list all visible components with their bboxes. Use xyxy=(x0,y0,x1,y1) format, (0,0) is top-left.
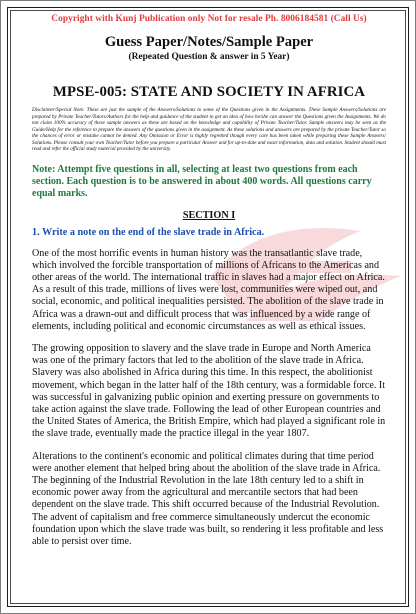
disclaimer-text: Disclaimer/Special Note: These are just the sample of the Answers/Solutions to some of the Questions given in the Assignments. These Sample Answers/Solutions are prepared by Private Teacher/Tutors/Authors for the help and guidance of the student to get an idea of how he/she can answer the Questions given the Assignments. We do not claim 100% accuracy of these sample answers as these are based on the knowledge and capability of Private Teacher/Tutor. Sample answers may be seen as the Guide/Help for the reference to prepare the answers of the questions given in the assignment. As these solutions and answers are prepared by the private Teacher/Tutor so the chances of error or mistake cannot be denied. Any Omission or Error is highly regretted though every care has been taken while preparing these Sample Answers/ Solutions. Please consult your own Teacher/Tutor before you prepare a particular Answer and for up-to-date and exact information, data and solution. Student should must read and refer the official study material provided by the university. xyxy=(32,107,386,152)
series-title: Guess Paper/Notes/Sample Paper xyxy=(104,34,314,50)
answer-paragraph: One of the most horrific events in human history was the transatlantic slave trade, which involved the forcible transportation of millions of Africans to the Americas and other areas of the world. The international traffic in slaves had a major effect on Africa. As a result of this trade, millions of lives were lost, communities were wiped out, and social, economic, and political inequalities persisted. The abolition of the slave trade in Africa was a drawn-out and difficult process that was influenced by a wide range of elements, including political and economic circumstances as well as ethical issues. xyxy=(32,247,385,332)
answer-paragraph: The growing opposition to slavery and the slave trade in Europe and North America was one of the primary factors that led to the abolition of the slave trade in Africa. Slavery was also abolished in Africa during this time. In this respect, the abolitionist movement, which began in the latter half of the 18th century, was a formidable force. It was successful in galvanizing public opinion and exerting pressure on governments to take action against the slave trade. Following the lead of other European countries and the United States of America, the British Empire, which had played a significant role in the slave trade, eventually made the practice illegal in the year 1807. xyxy=(32,342,386,440)
series-subtitle: (Repeated Question & answer in 5 Year) xyxy=(128,52,290,62)
instructions-note: Note: Attempt five questions in all, selecting at least two questions from each section. Each question is to be answered in about 400 words. All questions carry equal marks. xyxy=(32,163,372,199)
copyright-banner: Copyright with Kunj Publication only Not for resale Ph. 8006184581 (Call Us) xyxy=(51,14,367,24)
question-heading: 1. Write a note on the end of the slave trade in Africa. xyxy=(32,226,265,238)
section-heading: SECTION I xyxy=(182,209,236,221)
answer-paragraph: Alterations to the continent's economic and political climates during that time period were another element that helped bring about the abolition of the slave trade in Africa. The beginning of the Industrial Revolution in the late 18th century led to a shift in economic power away from the agricultural and mercantile sectors that had been dependent on the slave trade. This shift occurred because of the Industrial Revolution. The advent of capitalism and free commerce simultaneously undercut the economic foundation upon which the slave trade was built, so rendering it less profitable and less able to persist over time. xyxy=(32,450,384,547)
course-title: MPSE-005: STATE AND SOCIETY IN AFRICA xyxy=(52,84,366,100)
page-content xyxy=(32,13,386,548)
